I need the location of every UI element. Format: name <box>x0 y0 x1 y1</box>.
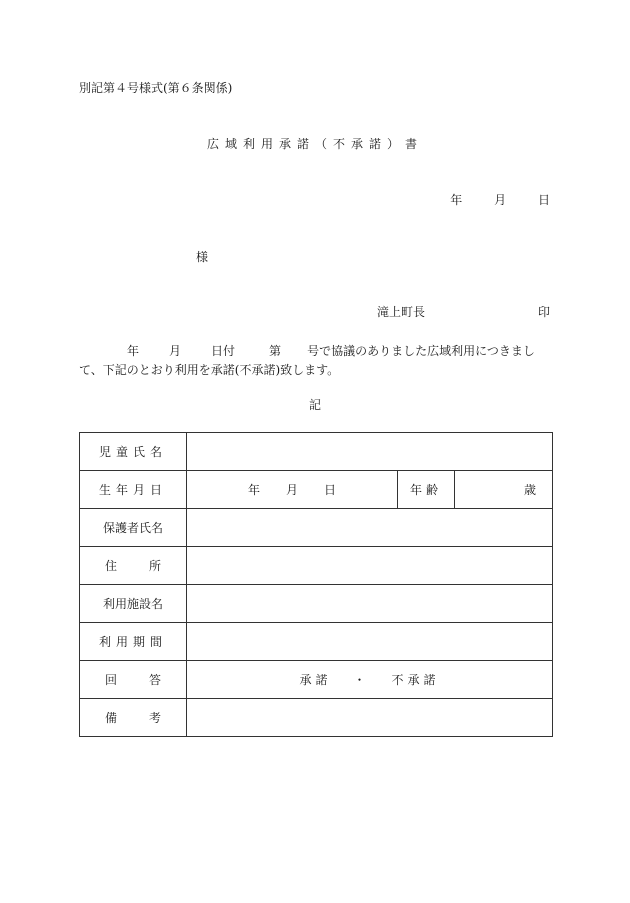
birth-date-field[interactable] <box>187 471 398 509</box>
date-day: 日 <box>537 193 550 207</box>
facility-field[interactable] <box>187 585 553 623</box>
remarks-label <box>80 699 187 737</box>
date-year: 年 <box>450 193 463 207</box>
address-field[interactable] <box>187 547 553 585</box>
answer-label-1: 回 <box>105 673 118 687</box>
application-table <box>79 432 553 737</box>
guardian-name-label: 保護者氏名 <box>80 509 187 547</box>
table-row <box>80 433 553 471</box>
usage-period-field[interactable] <box>187 623 553 661</box>
birth-year: 年 <box>247 483 260 497</box>
issue-date <box>450 193 550 207</box>
body-number-suffix: 号で協議のありました広域利用につきまして、下記のとおり利用を承諾(不承諾)致します。 <box>79 344 535 377</box>
remarks-label-2: 考 <box>148 711 161 725</box>
remarks-label-1: 備 <box>105 711 118 725</box>
birth-day: 日 <box>324 483 337 497</box>
table-row <box>80 547 553 585</box>
date-month: 月 <box>494 193 507 207</box>
table-row <box>80 585 553 623</box>
guardian-name-field[interactable] <box>187 509 553 547</box>
birth-date-label: 生年月日 <box>80 471 187 509</box>
table-row <box>80 623 553 661</box>
seal-mark: 印 <box>537 305 550 319</box>
table-row <box>80 661 553 699</box>
address-label <box>80 547 187 585</box>
table-row <box>80 699 553 737</box>
addressee-suffix: 様 <box>196 250 209 264</box>
form-reference: 別記第４号様式(第６条関係) <box>79 81 233 95</box>
body-paragraph <box>79 342 553 380</box>
age-unit: 歳 <box>523 483 536 497</box>
body-number-prefix: 第 <box>269 344 282 358</box>
document-title: 広域利用承諾（不承諾）書 <box>206 137 423 151</box>
usage-period-label: 利用期間 <box>80 623 187 661</box>
age-field[interactable] <box>455 471 553 509</box>
answer-label-2: 答 <box>148 673 161 687</box>
issuer-name: 滝上町長 <box>377 305 426 319</box>
birth-month: 月 <box>285 483 298 497</box>
ki-heading: 記 <box>308 398 321 412</box>
child-name-label: 児童氏名 <box>80 433 187 471</box>
answer-field[interactable] <box>187 661 553 699</box>
table-row <box>80 509 553 547</box>
answer-separator: ・ <box>353 673 370 687</box>
address-label-1: 住 <box>105 559 118 573</box>
facility-label: 利用施設名 <box>80 585 187 623</box>
answer-approve[interactable]: 承諾 <box>299 673 332 687</box>
address-label-2: 所 <box>148 559 161 573</box>
body-month: 月 <box>169 344 182 358</box>
answer-label <box>80 661 187 699</box>
remarks-field[interactable] <box>187 699 553 737</box>
child-name-field[interactable] <box>187 433 553 471</box>
age-label: 年齢 <box>398 471 455 509</box>
body-day: 日付 <box>211 344 236 358</box>
body-year: 年 <box>127 344 140 358</box>
answer-reject[interactable]: 不承諾 <box>391 673 440 687</box>
table-row <box>80 471 553 509</box>
